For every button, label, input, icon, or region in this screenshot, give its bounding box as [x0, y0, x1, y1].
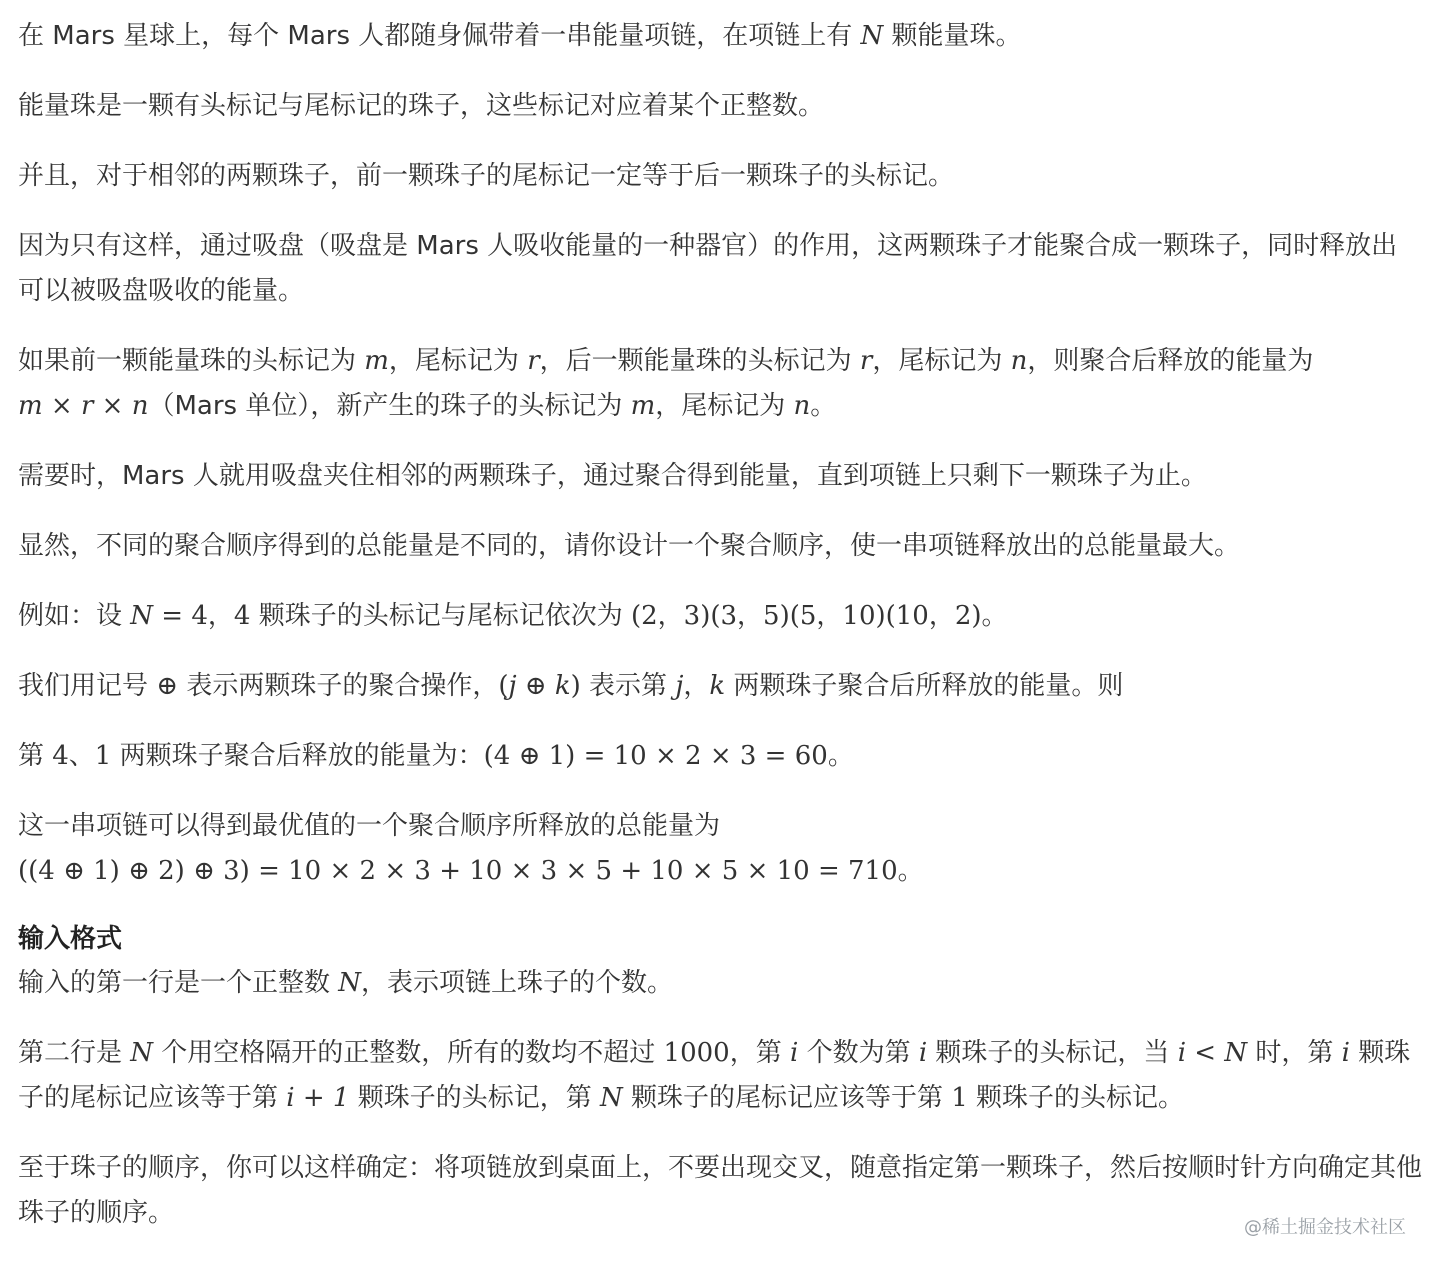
math-var: n [1010, 346, 1028, 376]
text: 时，第 [1247, 1038, 1342, 1068]
text: 如果前一颗能量珠的头标记为 [18, 346, 365, 376]
text: 在 Mars 星球上，每个 Mars 人都随身佩带着一串能量项链，在项链上有 [18, 21, 861, 51]
text: 我们用记号 [18, 671, 157, 701]
paragraph-energy-formula [18, 339, 1423, 429]
math-var: m [364, 346, 389, 376]
text: ，尾标记为 [388, 346, 528, 376]
text: 这一串项链可以得到最优值的一个聚合顺序所释放的总能量为 [18, 811, 721, 841]
paragraph-merge-rule: 因为只有这样，通过吸盘（吸盘是 Mars 人吸收能量的一种器官）的作用，这两颗珠子才能聚合成一颗珠子，同时释放出可以被吸盘吸收的能量。 [18, 231, 1398, 306]
text: 颗能量珠。 [883, 21, 1022, 51]
paragraph-input-line1 [18, 961, 1423, 1006]
math-operator: ⊕ [516, 671, 555, 701]
text: ， [207, 601, 234, 631]
math-formula: i + 1 [286, 1083, 350, 1113]
math-number: 4、1 [52, 741, 112, 771]
math-var: N [130, 1038, 154, 1068]
paragraph-input-line2 [18, 1031, 1423, 1121]
math-var: N [338, 968, 362, 998]
paragraph-example [18, 594, 1423, 639]
text: 。 [981, 601, 1008, 631]
watermark: @稀土掘金技术社区 [1244, 1217, 1406, 1238]
paragraph-adjacent-rule: 并且，对于相邻的两颗珠子，前一颗珠子的尾标记一定等于后一颗珠子的头标记。 [18, 161, 955, 191]
math-var: i [918, 1038, 928, 1068]
math-var: N [860, 21, 884, 51]
math-var: m [630, 391, 656, 421]
paragraph-process: 需要时，Mars 人就用吸盘夹住相邻的两颗珠子，通过聚合得到能量，直到项链上只剩下一颗珠子为止。 [18, 461, 1207, 491]
text: ，则聚合后释放的能量为 [1027, 346, 1314, 376]
text: 。 [897, 856, 924, 886]
math-paren: ) [570, 671, 581, 701]
text: 两颗珠子聚合后所释放的能量。则 [725, 671, 1124, 701]
math-formula: = 4 [153, 601, 208, 631]
math-number: 1000 [663, 1038, 730, 1068]
math-operator: ⊕ [156, 671, 179, 701]
text: ，第 [729, 1038, 790, 1068]
text: ，尾标记为 [872, 346, 1011, 376]
text: 个数为第 [798, 1038, 919, 1068]
text: 颗珠子的头标记。 [967, 1083, 1185, 1113]
math-var: N [599, 1083, 623, 1113]
math-formula: (4 ⊕ 1) = 10 × 2 × 3 = 60 [483, 741, 828, 771]
paragraph-optimal-total [18, 804, 1423, 894]
math-formula: ((4 ⊕ 1) ⊕ 2) ⊕ 3) = 10 × 2 × 3 + 10 × 3 × 5 + 10 × 5 × 10 = 710 [18, 856, 898, 886]
math-var: r [859, 346, 873, 376]
text: 两颗珠子聚合后释放的能量为： [111, 741, 484, 771]
text: 。 [810, 391, 837, 421]
paragraph-bead-definition: 能量珠是一颗有头标记与尾标记的珠子，这些标记对应着某个正整数。 [18, 91, 825, 121]
problem-statement [18, 14, 1423, 1261]
text: ，表示项链上珠子的个数。 [361, 968, 674, 998]
text: 输入的第一行是一个正整数 [18, 968, 339, 998]
math-var: i [1177, 1038, 1187, 1068]
section-heading-input-format: 输入格式 [18, 924, 123, 954]
math-number: 4 [233, 601, 251, 631]
text: 例如：设 [18, 601, 131, 631]
text: 第二行是 [18, 1038, 131, 1068]
math-var: k [709, 671, 726, 701]
text: 第 [18, 741, 53, 771]
paragraph-intro [18, 14, 1423, 59]
math-formula: m × r × n [18, 391, 149, 421]
text: 颗珠子的头标记，当 [927, 1038, 1178, 1068]
text: ， [683, 671, 710, 701]
math-number: 1 [951, 1083, 968, 1113]
text: 颗珠子的头标记与尾标记依次为 [250, 601, 631, 631]
math-var: r [527, 346, 540, 376]
math-var: j [675, 671, 684, 701]
paragraph-example-step [18, 734, 1423, 779]
text: 颗珠子的尾标记应该等于第 [622, 1083, 952, 1113]
math-var: N [1224, 1038, 1248, 1068]
text: 。 [827, 741, 854, 771]
text: ，后一颗能量珠的头标记为 [539, 346, 860, 376]
math-operator: < [1186, 1038, 1225, 1068]
math-formula: (2，3)(3，5)(5，10)(10，2) [630, 601, 982, 631]
math-var: N [130, 601, 154, 631]
text: 颗珠子的头标记，第 [349, 1083, 600, 1113]
math-var: i [1341, 1038, 1350, 1068]
math-var: i [789, 1038, 799, 1068]
math-var: n [793, 391, 811, 421]
text: 表示第 [580, 671, 676, 701]
text: ，尾标记为 [655, 391, 794, 421]
text: 颗珠子的尾标记应该等于第 [18, 1038, 1411, 1113]
math-var: k [554, 671, 571, 701]
paragraph-bead-order: 至于珠子的顺序，你可以这样确定：将项链放到桌面上，不要出现交叉，随意指定第一颗珠子，然后按顺时针方向确定其他珠子的顺序。 [18, 1153, 1423, 1228]
text: 个用空格隔开的正整数，所有的数均不超过 [153, 1038, 664, 1068]
text: 表示两颗珠子的聚合操作， [178, 671, 499, 701]
text: （Mars 单位），新产生的珠子的头标记为 [148, 391, 631, 421]
paragraph-goal: 显然，不同的聚合顺序得到的总能量是不同的，请你设计一个聚合顺序，使一串项链释放出的总能量最大。 [18, 531, 1241, 561]
paragraph-operator [18, 664, 1423, 709]
math-var: j [508, 671, 517, 701]
math-paren: ( [498, 671, 509, 701]
